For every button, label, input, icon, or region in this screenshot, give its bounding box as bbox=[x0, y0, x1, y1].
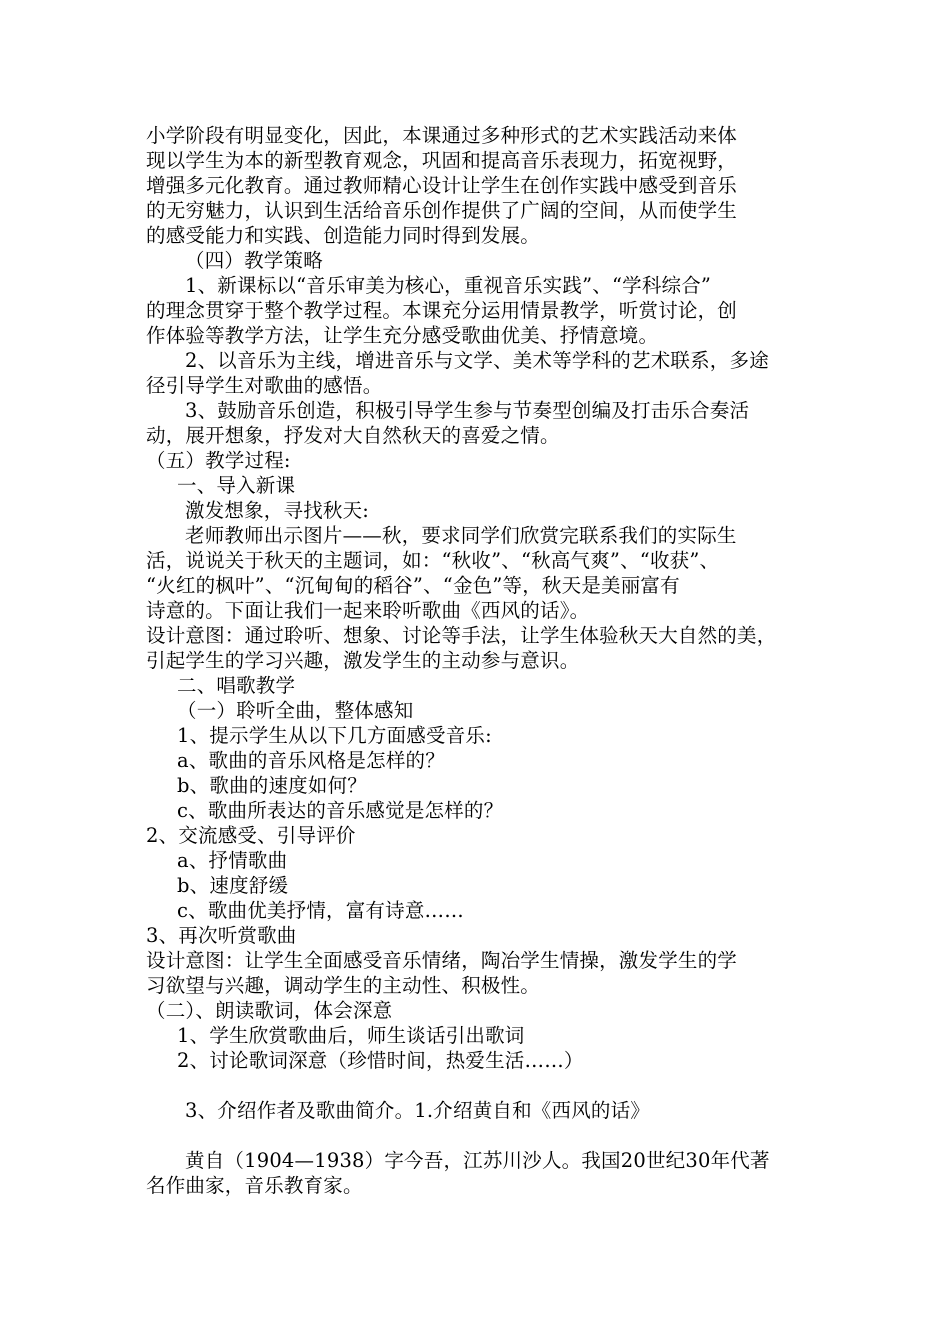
list-item: c、歌曲优美抒情，富有诗意…… bbox=[177, 899, 464, 922]
list-item: 2、交流感受、引导评价 bbox=[146, 824, 356, 847]
subsection-heading: 一、导入新课 bbox=[177, 474, 296, 497]
section-heading: （四）教学策略 bbox=[185, 249, 323, 272]
body-text-line: 的无穷魅力，认识到生活给音乐创作提供了广阔的空间，从而使学生 bbox=[146, 199, 738, 222]
section-heading: （五）教学过程: bbox=[146, 449, 291, 472]
body-text-line: 2、以音乐为主线，增进音乐与文学、美术等学科的艺术联系，多途 bbox=[185, 349, 769, 372]
subsection-heading: 二、唱歌教学 bbox=[177, 674, 296, 697]
body-text-line: 增强多元化教育。通过教师精心设计让学生在创作实践中感受到音乐 bbox=[146, 174, 738, 197]
body-text-line: 设计意图：让学生全面感受音乐情绪，陶冶学生情操，激发学生的学 bbox=[146, 949, 738, 972]
body-text-line: 设计意图：通过聆听、想象、讨论等手法，让学生体验秋天大自然的美， bbox=[146, 624, 777, 647]
body-text-line: 引起学生的学习兴趣，激发学生的主动参与意识。 bbox=[146, 649, 580, 672]
body-text-line: 径引导学生对歌曲的感悟。 bbox=[146, 374, 383, 397]
body-text-line: 黄自（1904—1938）字今吾，江苏川沙人。我国20世纪30年代著 bbox=[185, 1149, 770, 1172]
body-text-line: 1、新课标以“音乐审美为核心，重视音乐实践”、“学科综合” bbox=[185, 274, 712, 297]
body-text-line: 3、鼓励音乐创造，积极引导学生参与节奏型创编及打击乐合奏活 bbox=[185, 399, 750, 422]
body-text-line: 活，说说关于秋天的主题词，如：“秋收”、“秋高气爽”、“收获”、 bbox=[146, 549, 720, 572]
body-text-line: 现以学生为本的新型教育观念，巩固和提高音乐表现力，拓宽视野， bbox=[146, 149, 738, 172]
list-item: c、歌曲所表达的音乐感觉是怎样的？ bbox=[177, 799, 504, 822]
subsection-heading: （二）、朗读歌词，体会深意 bbox=[146, 999, 393, 1022]
list-item: 1、提示学生从以下几方面感受音乐: bbox=[177, 724, 492, 747]
body-text-line: 的理念贯穿于整个教学过程。本课充分运用情景教学，听赏讨论，创 bbox=[146, 299, 738, 322]
list-item: 3、介绍作者及歌曲简介。1.介绍黄自和《西风的话》 bbox=[185, 1099, 651, 1122]
body-text-line: 老师教师出示图片——秋，要求同学们欣赏完联系我们的实际生 bbox=[185, 524, 737, 547]
body-text-line: 作体验等教学方法，让学生充分感受歌曲优美、抒情意境。 bbox=[146, 324, 659, 347]
body-text-line: 的感受能力和实践、创造能力同时得到发展。 bbox=[146, 224, 541, 247]
list-item: 3、再次听赏歌曲 bbox=[146, 924, 297, 947]
body-text-line: “火红的枫叶”、“沉甸甸的稻谷”、“金色”等，秋天是美丽富有 bbox=[146, 574, 680, 597]
list-item: b、歌曲的速度如何？ bbox=[177, 774, 367, 797]
list-item: a、抒情歌曲 bbox=[177, 849, 288, 872]
body-text-line: 诗意的。下面让我们一起来聆听歌曲《西风的话》。 bbox=[146, 599, 590, 622]
body-text-line: 名作曲家，音乐教育家。 bbox=[146, 1174, 363, 1197]
body-text-line: 习欲望与兴趣，调动学生的主动性、积极性。 bbox=[146, 974, 541, 997]
body-text-line: 激发想象，寻找秋天: bbox=[185, 499, 370, 522]
list-item: 2、讨论歌词深意（珍惜时间，热爱生活……） bbox=[177, 1049, 584, 1072]
list-item: b、速度舒缓 bbox=[177, 874, 289, 897]
body-text-line: 小学阶段有明显变化，因此，本课通过多种形式的艺术实践活动来体 bbox=[146, 124, 738, 147]
subsection-heading: （一）聆听全曲，整体感知 bbox=[177, 699, 414, 722]
body-text-line: 动，展开想象，抒发对大自然秋天的喜爱之情。 bbox=[146, 424, 560, 447]
list-item: 1、学生欣赏歌曲后，师生谈话引出歌词 bbox=[177, 1024, 525, 1047]
list-item: a、歌曲的音乐风格是怎样的？ bbox=[177, 749, 445, 772]
